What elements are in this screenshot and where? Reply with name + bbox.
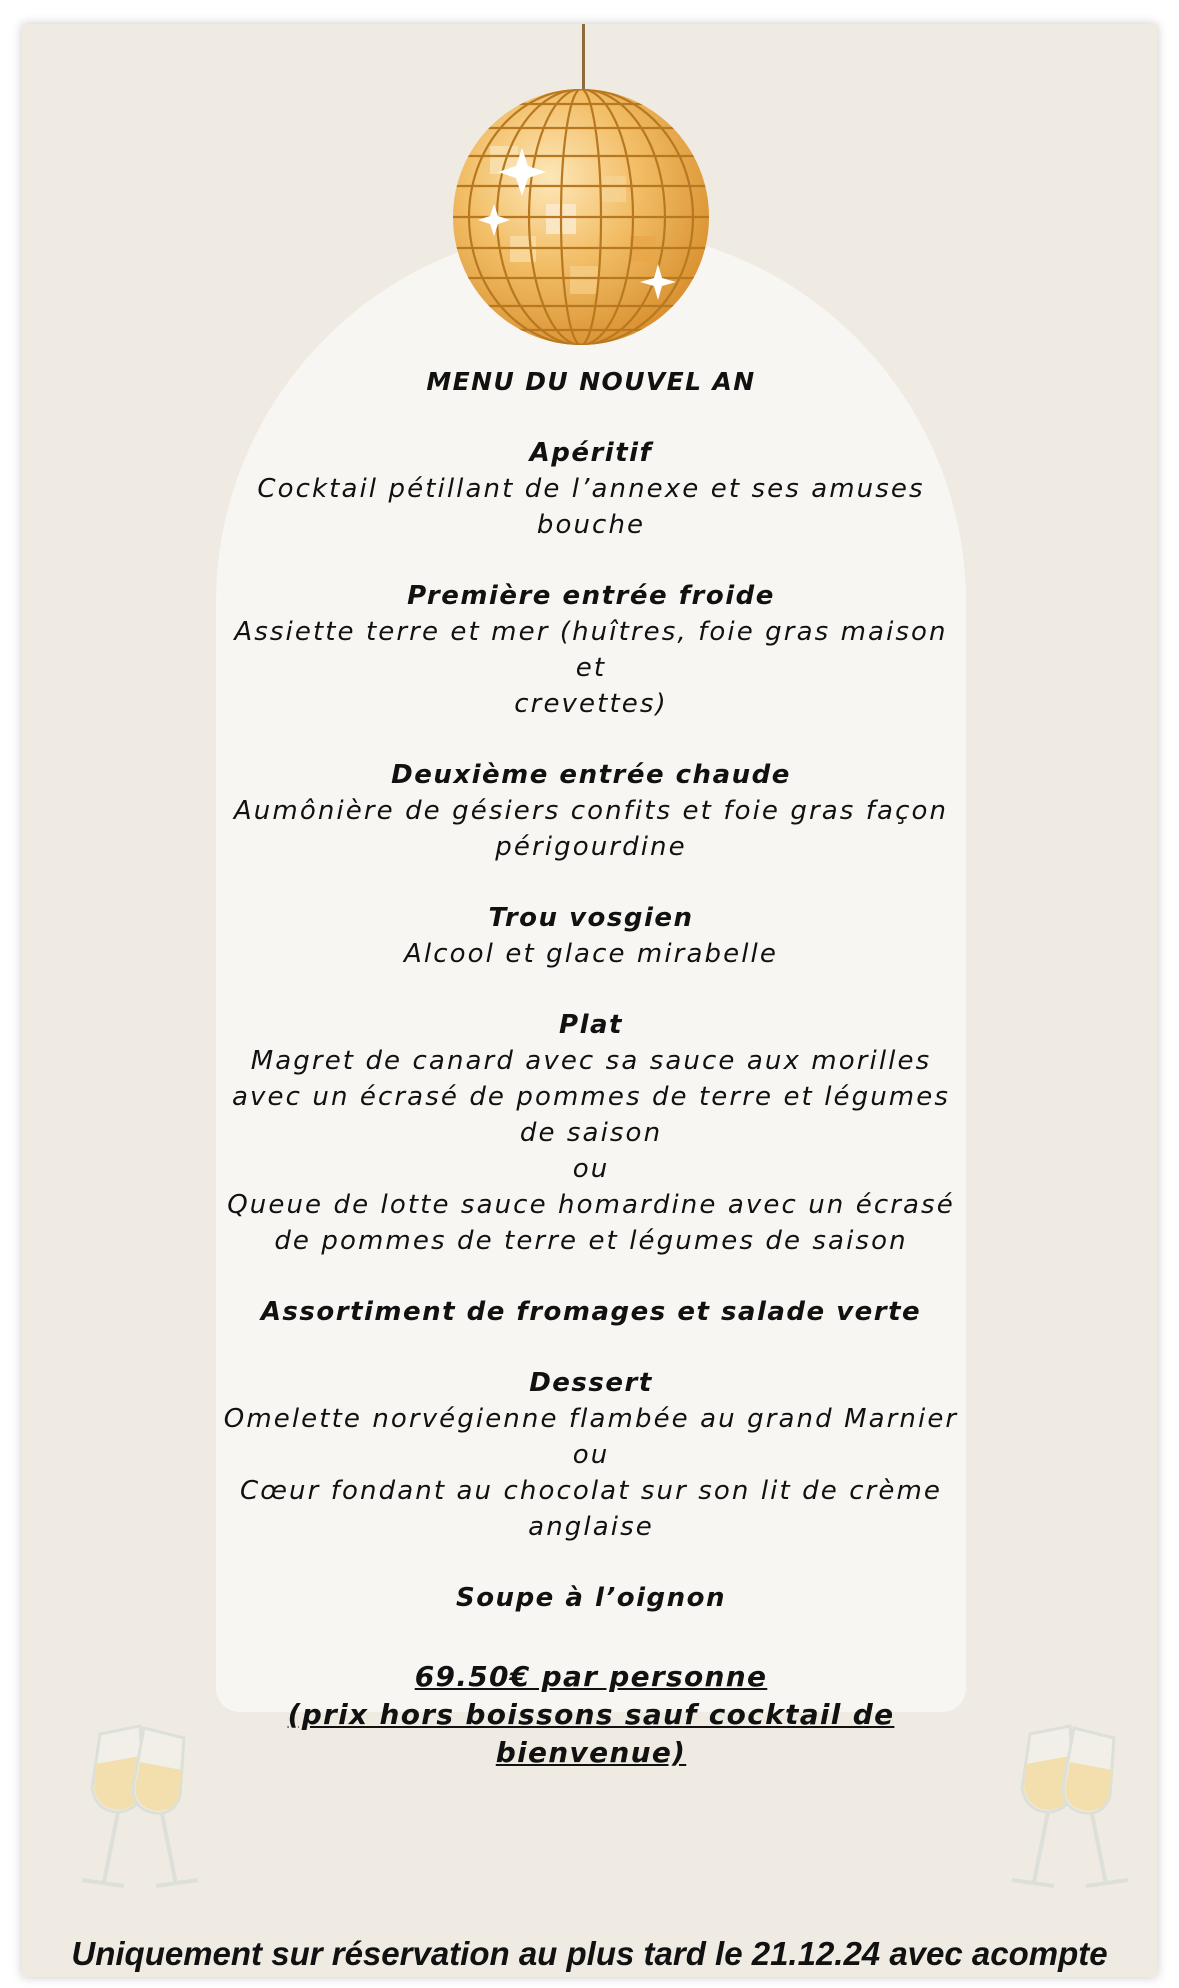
- menu-title: MENU DU NOUVEL AN: [426, 367, 756, 396]
- section-entree-froide: [216, 578, 966, 722]
- section-trou-vosgien: [216, 900, 966, 972]
- section-aperitif: [216, 435, 966, 543]
- section-line: Cocktail pétillant de l’annexe et ses amuses: [257, 474, 925, 504]
- champagne-glasses-icon: [982, 1714, 1157, 1914]
- section-line: Assiette terre et mer (huîtres, foie gras maison et: [234, 617, 948, 683]
- section-line: Cœur fondant au chocolat sur son lit de crème: [239, 1476, 943, 1506]
- price-block: [216, 1658, 966, 1772]
- disco-ball-icon: [450, 86, 712, 348]
- section-line: Queue de lotte sauce homardine avec un écrasé: [227, 1190, 955, 1220]
- section-line: ou: [572, 1440, 610, 1470]
- section-line: crevettes): [514, 689, 668, 719]
- section-heading: Dessert: [529, 1368, 653, 1398]
- section-line: avec un écrasé de pommes de terre et légumes: [232, 1082, 950, 1112]
- section-line: Magret de canard avec sa sauce aux morilles: [250, 1046, 932, 1076]
- section-soupe: [216, 1580, 966, 1616]
- section-line: ou: [572, 1154, 610, 1184]
- section-line: anglaise: [528, 1512, 654, 1542]
- section-plat: [216, 1007, 966, 1259]
- section-heading: Deuxième entrée chaude: [391, 760, 791, 790]
- section-heading: Plat: [559, 1010, 623, 1040]
- section-heading: Première entrée froide: [407, 581, 775, 611]
- menu-content: [216, 364, 966, 1651]
- section-line: périgourdine: [495, 832, 687, 862]
- section-heading: Soupe à l’oignon: [455, 1583, 727, 1613]
- price-note-end: bienvenue): [495, 1736, 687, 1769]
- section-entree-chaude: [216, 757, 966, 865]
- section-line: de pommes de terre et légumes de saison: [274, 1226, 908, 1256]
- section-line: Omelette norvégienne flambée au grand Marnier: [223, 1404, 959, 1434]
- section-fromages: [216, 1294, 966, 1330]
- reservation-notice: Uniquement sur réservation au plus tard le 21.12.24 avec acompte: [71, 1935, 1108, 1972]
- section-heading: Trou vosgien: [488, 903, 694, 933]
- section-heading: Assortiment de fromages et salade verte: [260, 1297, 922, 1327]
- champagne-glasses-icon: [52, 1714, 232, 1914]
- price-note: (prix hors boissons sauf cocktail de: [287, 1698, 895, 1731]
- price-per-person: 69.50€ par personne: [414, 1660, 768, 1693]
- section-heading: Apéritif: [529, 438, 653, 468]
- disco-ball-string: [582, 24, 585, 94]
- section-line: Alcool et glace mirabelle: [404, 939, 778, 969]
- section-dessert: [216, 1365, 966, 1545]
- section-line: Aumônière de gésiers confits et foie gras façon: [233, 796, 949, 826]
- menu-card: [22, 24, 1157, 1977]
- section-line: de saison: [519, 1118, 663, 1148]
- section-line: bouche: [536, 510, 646, 540]
